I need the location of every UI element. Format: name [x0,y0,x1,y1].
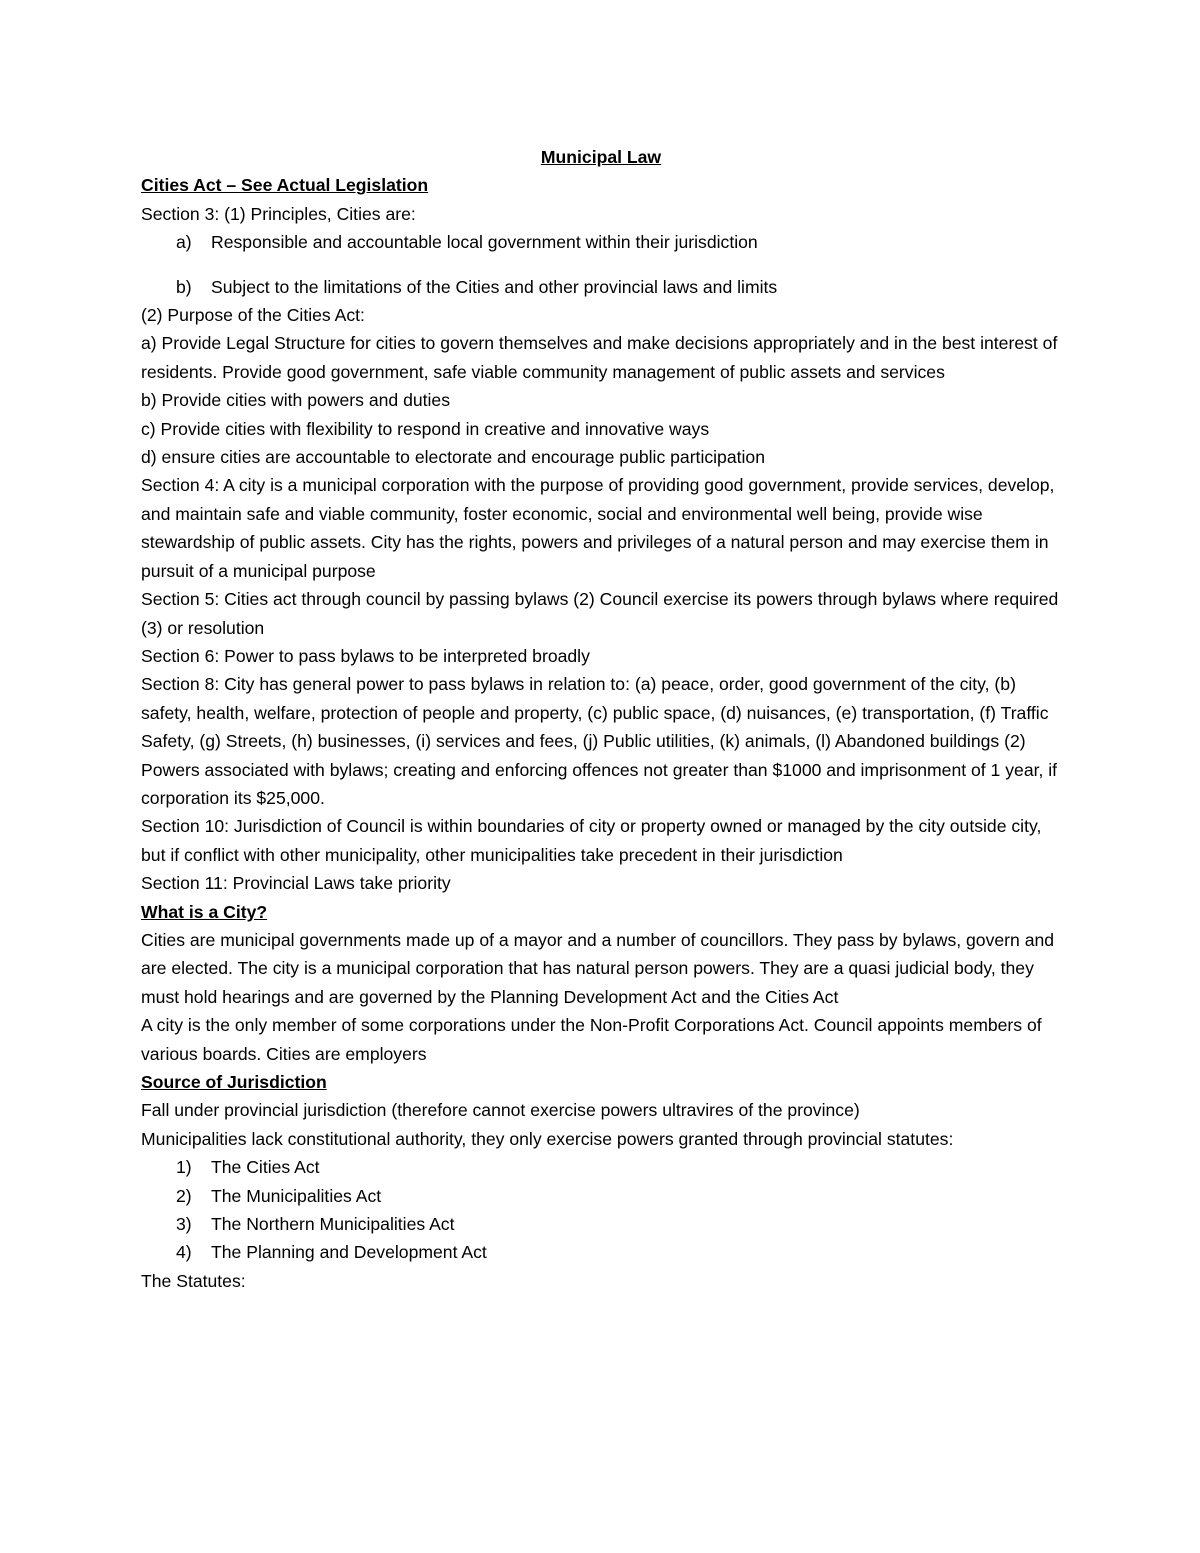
list-item-text: The Planning and Development Act [211,1242,487,1263]
list-item [141,273,1061,301]
list-item-text: Subject to the limitations of the Cities and other provincial laws and limits [211,276,778,297]
purpose-intro: (2) Purpose of the Cities Act: [141,305,365,326]
document-body [141,143,1061,1295]
list-marker: 3) [176,1214,192,1235]
heading-what-is-a-city: What is a City? [141,901,268,922]
purpose-c: c) Provide cities with flexibility to respond in creative and innovative ways [141,418,710,439]
heading-source-of-jurisdiction: Source of Jurisdiction [141,1072,327,1092]
list-marker: a) [176,232,192,253]
list-item [141,228,1061,256]
list-item-text: The Northern Municipalities Act [211,1214,455,1235]
section-11: Section 11: Provincial Laws take priority [141,873,451,894]
list-item [141,1210,1061,1238]
list-item-text: Responsible and accountable local government within their jurisdiction [211,232,758,253]
source-paragraph-2: Municipalities lack constitutional authority, they only exercise powers granted through provincial statutes: [141,1128,954,1149]
heading-cities-act: Cities Act – See Actual Legislation [141,175,429,196]
section-10: Section 10: Jurisdiction of Council is within boundaries of city or property owned or managed by the city outside city, but if conflict with other municipality, other municipalities take precedent in their jurisdiction [141,816,1042,865]
list-item-text: The Cities Act [211,1157,320,1178]
purpose-d: d) ensure cities are accountable to electorate and encourage public participation [141,447,765,468]
source-paragraph-1: Fall under provincial jurisdiction (therefore cannot exercise powers ultravires of the province) [141,1100,860,1121]
statutes-label: The Statutes: [141,1270,246,1291]
section-4: Section 4: A city is a municipal corporation with the purpose of providing good government, provide services, develop, and maintain safe and viable community, foster economic, social and environmental well being, provide wise stewardship of public assets. City has the rights, powers and privileges of a natural person and may exercise them in pursuit of a municipal purpose [141,475,1055,581]
list-item [141,1238,1061,1266]
section-8: Section 8: City has general power to pass bylaws in relation to: (a) peace, order, good government of the city, (b) safety, health, welfare, protection of people and property, (c) public space, (d) nuisances, (e) transportation, (f) Traffic Safety, (g) Streets, (h) businesses, (i) services and fees, (j) Public utilities, (k) animals, (l) Abandoned buildings (2) Powers associated with bylaws; creating and enforcing offences not greater than $1000 and imprisonment of 1 year, if corporation its $25,000. [141,674,1058,808]
purpose-b: b) Provide cities with powers and duties [141,390,451,411]
section-5: Section 5: Cities act through council by passing bylaws (2) Council exercise its powers through bylaws where required (3) or resolution [141,589,1059,638]
purpose-a: a) Provide Legal Structure for cities to govern themselves and make decisions appropriately and in the best interest of residents. Provide good government, safe viable community management of public assets and services [141,333,1058,382]
section-6: Section 6: Power to pass bylaws to be interpreted broadly [141,645,590,666]
list-item-text: The Municipalities Act [211,1185,382,1206]
list-marker: 2) [176,1185,192,1206]
what-city-paragraph-1: Cities are municipal governments made up of a mayor and a number of councillors. They pass by bylaws, govern and are elected. The city is a municipal corporation that has natural person powers. They are a quasi judicial body, they must hold hearings and are governed by the Planning Development Act and the Cities Act [141,929,1055,1007]
list-marker: 1) [176,1157,192,1178]
what-city-paragraph-2: A city is the only member of some corporations under the Non-Profit Corporations Act. Council appoints members of various boards. Cities are employers [141,1015,1042,1064]
section-3-intro: Section 3: (1) Principles, Cities are: [141,203,416,224]
list-marker: b) [176,276,192,297]
list-marker: 4) [176,1242,192,1263]
list-item [141,1182,1061,1210]
list-item [141,1153,1061,1181]
document-title: Municipal Law [540,147,662,167]
